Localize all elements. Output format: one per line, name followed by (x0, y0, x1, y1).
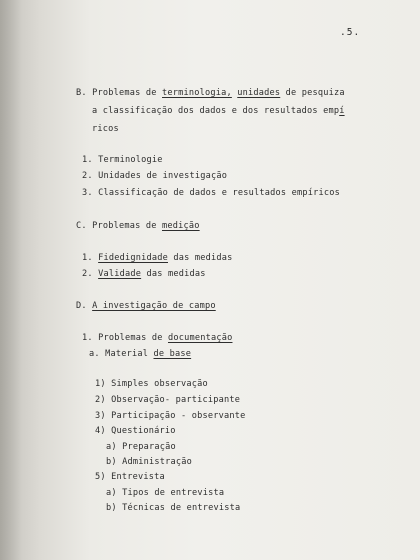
section-d-sub-1a-underlined: de base (153, 349, 192, 359)
section-d-item-3: 3) Participação - observante (95, 411, 246, 421)
section-b-heading-line3: ricos (92, 124, 119, 134)
page-number: .5. (340, 27, 361, 38)
section-b-title-pre: Problemas de (92, 88, 162, 98)
section-d-marker: D. (76, 301, 87, 311)
section-c-item-2 (82, 269, 206, 280)
section-d-item-4: 4) Questionário (95, 426, 176, 436)
section-b-heading (76, 88, 345, 99)
section-d-item-5a: a) Tipos de entrevista (106, 488, 225, 498)
section-b-term-underlined: terminologia, (162, 88, 232, 98)
section-b-line2-text: a classificação dos dados e dos resultados emp (92, 106, 340, 116)
section-c-item-2-num: 2. (82, 269, 93, 279)
section-c-title-underlined: medição (162, 221, 200, 231)
section-d-item-4a: a) Preparação (106, 442, 176, 452)
section-b-line2-mark: í (339, 106, 345, 116)
section-c-item-2-underlined: Validade (98, 269, 142, 279)
section-b-title-post: de pesquiza (280, 88, 345, 98)
section-d-item-5b: b) Técnicas de entrevista (106, 503, 241, 513)
section-d-item-2: 2) Observação- participante (95, 395, 241, 405)
section-c-item-2-rest: das medidas (141, 269, 206, 279)
section-d-item-1: 1) Simples observação (95, 379, 208, 389)
section-c-marker: C. (76, 221, 87, 231)
section-b-item-2: 2. Unidades de investigação (82, 171, 228, 181)
binding-shadow (0, 0, 22, 560)
section-b-item-3: 3. Classificação de dados e resultados empíricos (82, 188, 340, 198)
section-c-item-1-underlined: Fidedignidade (98, 253, 168, 263)
section-c-item-1 (82, 253, 233, 264)
section-c-heading (76, 221, 200, 232)
section-b-item-1: 1. Terminologie (82, 155, 163, 165)
section-c-item-1-num: 1. (82, 253, 93, 263)
section-d-title-underlined: A investigação de campo (92, 301, 216, 311)
section-b-heading-line2 (92, 106, 345, 117)
section-d-sub-1a-pre: a. Material (89, 349, 154, 359)
section-b-marker: B. (76, 88, 87, 98)
section-d-heading (76, 301, 216, 312)
section-d-sub-1-underlined: documentação (167, 333, 233, 343)
section-d-sub-1a (89, 349, 191, 360)
section-d-item-5: 5) Entrevista (95, 472, 165, 482)
section-c-item-1-rest: das medidas (168, 253, 233, 263)
section-b-units-underlined: unidades (237, 88, 281, 98)
section-d-sub-1-pre: 1. Problemas de (82, 333, 168, 343)
section-d-sub-1 (82, 333, 232, 344)
section-d-item-4b: b) Administração (106, 457, 192, 467)
section-c-title-pre: Problemas de (92, 221, 162, 231)
